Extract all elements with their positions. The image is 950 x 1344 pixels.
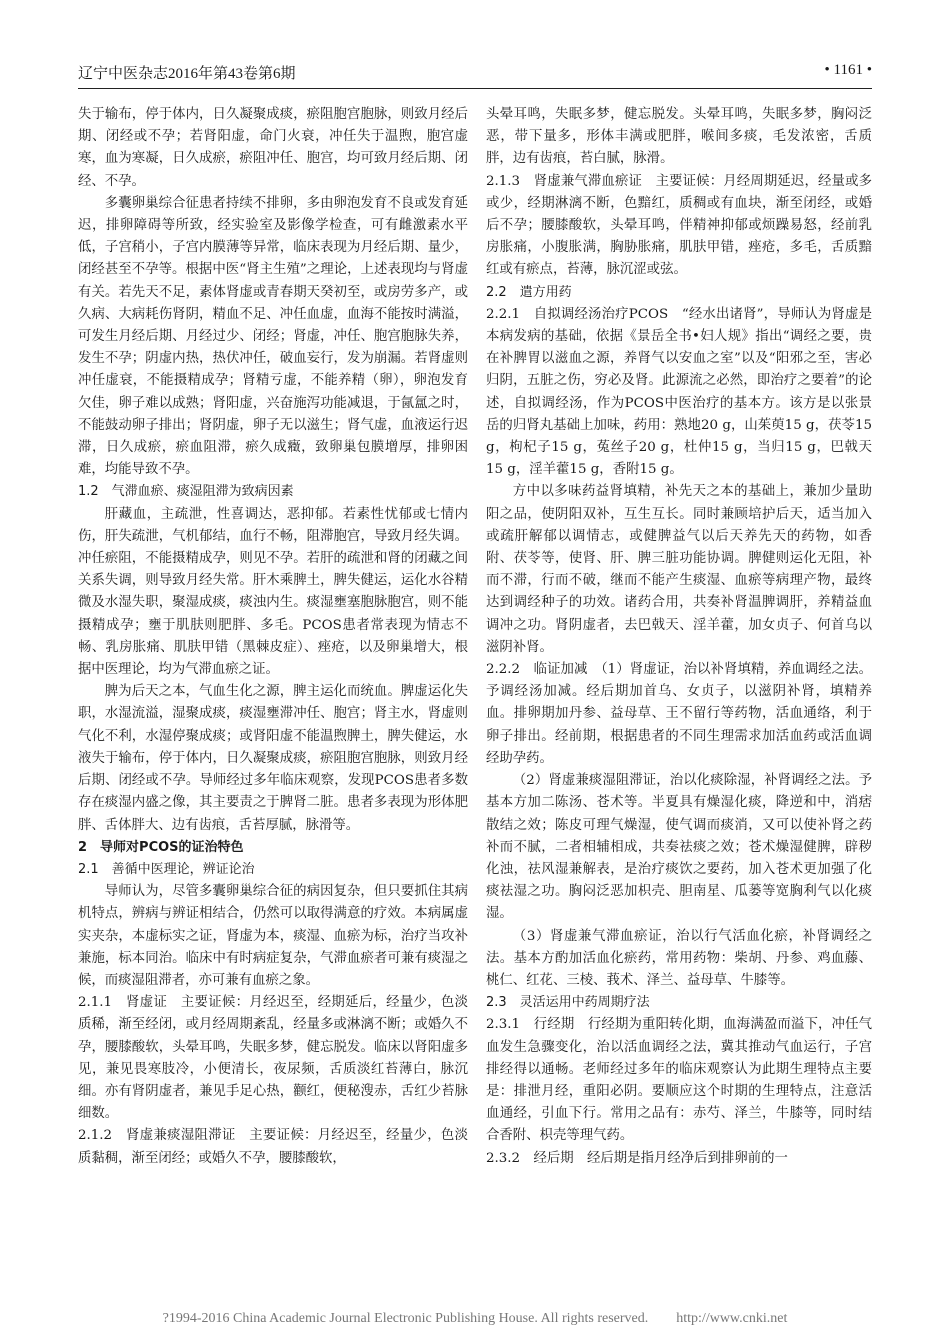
- section-heading: 2.3 灵活运用中药周期疗法: [486, 995, 650, 1011]
- page-header: [78, 58, 872, 89]
- right-column: [486, 104, 872, 1170]
- paragraph: 2.2.2 临证加减 （1）肾虚证，治以补肾填精，养血调经之法。予调经汤加减。经后期加首乌、女贞子，以滋阴补肾，填精养血。排卵期加丹参、益母草、王不留行等药物，活血通络，利于卵子排出。经前期，根据患者的不同生理需求加活血药或活血调经助孕药。: [486, 662, 872, 766]
- paragraph: 导师认为，尽管多囊卵巢综合征的病因复杂，但只要抓住其病机特点，辨病与辨证相结合，仍然可以取得满意的疗效。本病属虚实夹杂，本虚标实之证，肾虚为本，痰湿、血瘀为标，治疗当攻补兼施，标本同治。临床中有时病症复杂，气滞血瘀者可兼有痰湿之候，而痰湿阻滞者，亦可兼有血瘀之象。: [78, 884, 468, 988]
- paragraph: 头晕耳鸣，失眠多梦，健忘脱发。头晕耳鸣，失眠多梦，胸闷泛恶，带下量多，形体丰满或肥胖，喉间多痰，毛发浓密，舌质胖，边有齿痕，苔白腻，脉滑。: [486, 107, 872, 167]
- paragraph: 2.2.1 自拟调经汤治疗PCOS “经水出诸肾”，导师认为肾虚是本病发病的基础，依据《景岳全书•妇人规》指出“调经之要，贵在补脾胃以滋血之源，养肾气以安血之室”以及“阳邪之至，害必归阴，五脏之伤，穷必及肾。此源流之必然，即治疗之要着”的论述，自拟调经汤，作为PCOS中医治疗的基本方。该方是以张景岳的归肾丸基础上加味，药用：熟地20 g，山茱萸15 g，茯苓15 g，枸杞子15 g，菟丝子20 g，杜仲15 g，当归15 g，巴戟天15 g，淫羊藿15 g，香附15 g。: [486, 306, 872, 478]
- paragraph: 多囊卵巢综合征患者持续不排卵，多由卵泡发育不良或发育延迟，排卵障碍等所致，经实验室及影像学检查，可有雌激素水平低，子宫稍小，子宫内膜薄等异常，临床表现为月经后期、量少，闭经甚至不孕等。根据中医“肾主生殖”之理论，上述表现均与肾虚有关。若先天不足，素体肾虚或青春期天癸初至，或房劳多产，或久病、大病耗伤肾阴，精血不足、冲任血虚，血海不能按时满溢，可发生月经后期、月经过少、闭经；肾虚，冲任、胞宫胞脉失养，发生不孕；阴虚内热，热伏冲任，破血妄行，发为崩漏。若肾虚则冲任虚衰，不能摄精成孕；肾精亏虚，不能养精（卵），卵泡发育欠佳，卵子难以成熟；肾阳虚，兴奋施泻功能减退，于氤氲之时，不能鼓动卵子排出；肾阴虚，卵子无以滋生；肾气虚，血液运行迟滞，日久成瘀，瘀血阻滞，瘀久成癥，致卵巢包膜增厚，排卵困难，均能导致不孕。: [78, 195, 468, 478]
- paragraph: 2.3.1 行经期 行经期为重阳转化期，血海满盈而溢下，冲任气血发生急骤变化，治以活血调经之法，冀其推动气血运行，子宫排经得以通畅。老师经过多年的临床观察认为此期生理特点主要是：排泄月经，重阳必阴。要顺应这个时期的生理特点，注意活血通经，引血下行。常用之品有：赤芍、泽兰，牛膝等，同时结合香附、枳壳等理气药。: [486, 1017, 872, 1144]
- paragraph: 失于输布，停于体内，日久凝聚成痰，瘀阻胞宫胞脉，则致月经后期、闭经或不孕；若肾阳虚，命门火衰，冲任失于温煦，胞宫虚寒，血为寒凝，日久成瘀，瘀阻冲任、胞宫，均可致月经后期、闭经、不孕。: [78, 107, 468, 189]
- section-heading: 1.2 气滞血瘀、痰湿阻滞为致病因素: [78, 484, 294, 500]
- paragraph: （3）肾虚兼气滞血瘀证，治以行气活血化瘀，补肾调经之法。基本方酌加活血化瘀药，常用药物：柴胡、丹参、鸡血藤、桃仁、红花、三棱、莪术、泽兰、益母草、牛膝等。: [486, 928, 872, 988]
- left-column: [78, 104, 468, 1170]
- journal-title: 辽宁中医杂志2016年第43卷第6期: [78, 66, 296, 82]
- section-heading: 2.1 善循中医理论，辨证论治: [78, 861, 255, 877]
- paragraph: 肝藏血，主疏泄，性喜调达，恶抑郁。若素性忧郁或七情内伤，肝失疏泄，气机郁结，血行不畅，阻滞胞宫，导致月经失调。冲任瘀阻，不能摄精成孕，则见不孕。若肝的疏泄和肾的闭藏之间关系失调，则导致月经失常。肝木乘脾土，脾失健运，运化水谷精微及水湿失职，聚湿成痰，痰浊内生。痰湿壅塞胞脉胞宫，则不能摄精成孕；壅于肌肤则肥胖、多毛。PCOS患者常表现为情志不畅、乳房胀痛、肌肤甲错（黑棘皮症）、痤疮，以及卵巢增大，根据中医理论，均为气滞血瘀之证。: [78, 506, 468, 678]
- page-number: • 1161 •: [824, 62, 872, 78]
- paragraph: 2.1.2 肾虚兼痰湿阻滞证 主要证候：月经迟至，经量少，色淡质黏稠，渐至闭经；或婚久不孕，腰膝酸软，: [78, 1128, 468, 1166]
- paragraph: 方中以多味药益肾填精，补先天之本的基础上，兼加少量助阳之品，使阴阳双补，互生互长。同时兼顾培护后天，适当加入或疏肝解郁以调情志，或健脾益气以后天养先天的药物，如香附、茯苓等，使肾、肝、脾三脏功能协调。脾健则运化无阻，补而不滞，行而不破，继而不能产生痰湿、血瘀等病理产物，最终达到调经种子的功效。诸药合用，共奏补肾温脾调肝，养精益血调冲之功。肾阴虚者，去巴戟天、淫羊藿，加女贞子、何首乌以滋阴补肾。: [486, 484, 872, 655]
- paragraph: 脾为后天之本，气血生化之源，脾主运化而统血。脾虚运化失职，水湿流溢，湿聚成痰，痰湿壅滞冲任、胞宫；肾主水，肾虚则气化不利，水湿停聚成痰；或肾阳虚不能温煦脾土，脾失健运，水液失于输布，停于体内，日久凝聚成痰，瘀阻胞宫胞脉，则致月经后期、闭经或不孕。导师经过多年临床观察，发现PCOS患者多数存在痰湿内盛之像，其主要责之于脾肾二脏。患者多表现为形体肥胖、舌体胖大、边有齿痕，舌苔厚腻，脉滑等。: [78, 684, 468, 833]
- paragraph: （2）肾虚兼痰湿阻滞证，治以化痰除湿，补肾调经之法。予基本方加二陈汤、苍术等。半夏具有燥湿化痰，降逆和中，消痞散结之效；陈皮可理气燥湿，使气调而痰消，又可以使补肾之药补而不腻，二者相辅相成，共奏祛痰之效；苍术燥湿健脾，辟秽化浊，祛风湿兼解表，是治疗痰饮之要药，加入苍术更加强了化痰祛湿之功。胸闷泛恶加枳壳、胆南星、瓜蒌等宽胸利气以化痰湿。: [486, 773, 872, 922]
- copyright-footer: ?1994-2016 China Academic Journal Electronic Publishing House. All rights reserved. http://www.cnki.net: [162, 1311, 788, 1326]
- paragraph: 2.1.3 肾虚兼气滞血瘀证 主要证候：月经周期延迟，经量或多或少，经期淋漓不断，色黯红，质稠或有血块，渐至闭经，或婚后不孕；腰膝酸软，头晕耳鸣，伴精神抑郁或烦躁易怒，经前乳房胀痛，小腹胀满，胸胁胀痛，肌肤甲错，痤疮，多毛，舌质黯红或有瘀点，苔薄，脉沉涩或弦。: [486, 173, 872, 278]
- section-heading: 2.2 遣方用药: [486, 284, 572, 300]
- section-heading: 2 导师对PCOS的证治特色: [78, 839, 244, 855]
- paragraph: 2.1.1 肾虚证 主要证候：月经迟至，经期延后，经量少，色淡质稀，渐至经闭，或月经周期紊乱，经量多或淋漓不断；或婚久不孕，腰膝酸软，头晕耳鸣，失眠多梦，健忘脱发。临床以肾阳虚多见，兼见畏寒肢冷，小便清长，夜尿频，舌质淡红苔薄白，脉沉细。亦有肾阴虚者，兼见手足心热，颧红，便秘溲赤，舌红少苔脉细数。: [78, 995, 468, 1122]
- paragraph: 2.3.2 经后期 经后期是指月经净后到排卵前的一: [486, 1150, 788, 1166]
